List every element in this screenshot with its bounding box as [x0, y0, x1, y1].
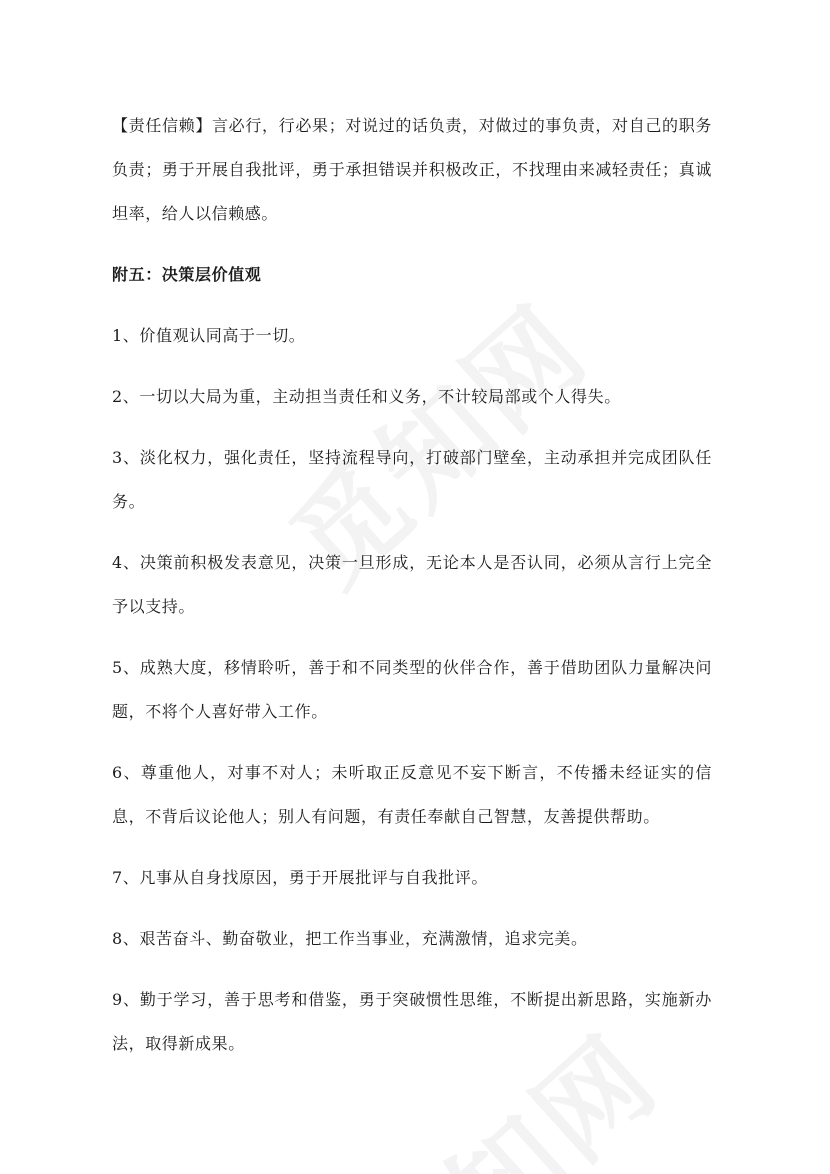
list-item-number: 8、 — [112, 929, 140, 948]
document-content — [112, 104, 712, 1083]
intro-paragraph: 【责任信赖】言必行，行必果；对说过的话负责，对做过的事负责，对自己的职务负责；勇于开展自我批评，勇于承担错误并积极改正，不找理由来减轻责任；真诚坦率，给人以信赖感。 — [112, 116, 712, 223]
list-item-number: 6、 — [112, 763, 141, 782]
list-item-number: 4、 — [112, 553, 140, 572]
list-item-text: 勤于学习，善于思考和借鉴，勇于突破惯性思维，不断提出新思路，实施新办法，取得新成果。 — [112, 990, 712, 1053]
list-item — [112, 375, 712, 419]
list-item — [112, 856, 712, 900]
list-item — [112, 436, 712, 524]
list-item-text: 一切以大局为重，主动担当责任和义务，不计较局部或个人得失。 — [139, 387, 621, 406]
list-item-text: 尊重他人，对事不对人；未听取正反意见不妄下断言，不传播未经证实的信息，不背后议论他人；别人有问题，有责任奉献自己智慧，友善提供帮助。 — [112, 763, 712, 826]
list-item — [112, 751, 712, 839]
list-item — [112, 978, 712, 1066]
list-item-text: 决策前积极发表意见，决策一旦形成，无论本人是否认同，必须从言行上完全予以支持。 — [112, 553, 712, 616]
value-list — [112, 314, 712, 1066]
list-item — [112, 646, 712, 734]
list-item-text: 凡事从自身找原因，勇于开展批评与自我批评。 — [139, 868, 488, 887]
list-item-number: 1、 — [112, 326, 140, 345]
list-item — [112, 314, 712, 358]
list-item-text: 淡化权力，强化责任，坚持流程导向，打破部门壁垒，主动承担并完成团队任务。 — [112, 448, 712, 511]
list-item-number: 7、 — [112, 868, 140, 887]
list-item-number: 9、 — [112, 990, 140, 1009]
list-item-number: 3、 — [112, 448, 140, 467]
list-item — [112, 541, 712, 629]
list-item-number: 5、 — [112, 658, 140, 677]
list-item-text: 成熟大度，移情聆听，善于和不同类型的伙伴合作，善于借助团队力量解决问题，不将个人喜好带入工作。 — [112, 658, 712, 721]
list-item — [112, 917, 712, 961]
list-item-number: 2、 — [112, 387, 140, 406]
list-item-text: 价值观认同高于一切。 — [139, 326, 306, 345]
section-heading: 附五：决策层价值观 — [112, 265, 262, 284]
list-item-text: 艰苦奋斗、勤奋敬业，把工作当事业，充满激情，追求完美。 — [139, 929, 588, 948]
